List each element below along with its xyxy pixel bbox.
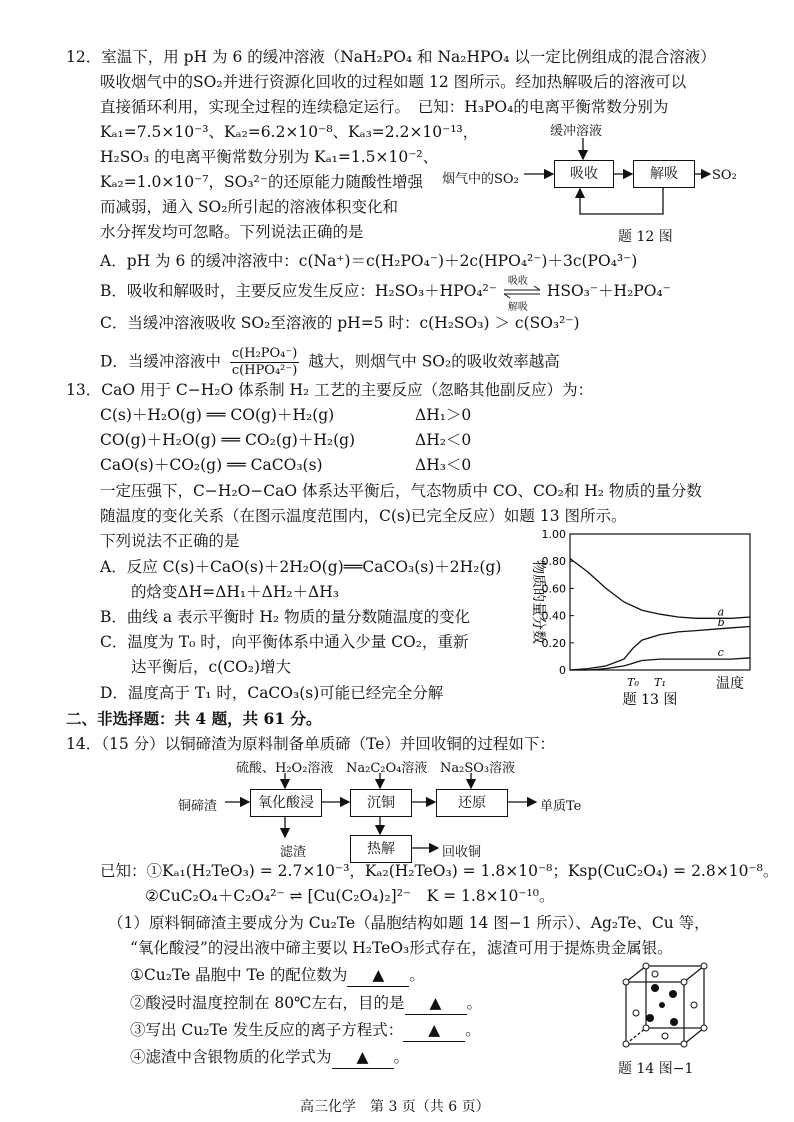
series-label-a: a [717, 605, 725, 619]
absorb-box: 吸收 [554, 160, 614, 188]
answer-blank-4[interactable]: ▲ [332, 1046, 394, 1069]
q14-sub-4: ④滤渣中含银物质的化学式为 ▲ 。 [130, 1046, 409, 1069]
q13-option-a: A．反应 C(s)＋CaO(s)＋2H₂O(g)══CaCO₃(s)＋2H₂(g) [100, 558, 502, 576]
reagent-2-label: Na₂C₂O₄溶液 [346, 761, 428, 776]
q14-sub-1: ①Cu₂Te 晶胞中 Te 的配位数为 ▲ 。 [130, 964, 425, 987]
y-tick-label: 0.40 [541, 609, 566, 623]
q14-arrows [170, 755, 610, 865]
q12-option-b [100, 276, 671, 313]
answer-blank-1[interactable]: ▲ [347, 964, 409, 987]
q12-caption: 题 12 图 [618, 229, 673, 245]
q14-sub-2-text: ②酸浸时温度控制在 80℃左右，目的是 [130, 994, 405, 1012]
q12-arrows [440, 118, 740, 248]
q14-part1-line-2: “氧化酸浸”的浸出液中碲主要以 H₂TeO₃形式存在，滤渣可用于提炼贵金属银。 [130, 939, 673, 957]
desorb-label: 解吸 [507, 302, 528, 313]
desorb-box: 解吸 [633, 160, 695, 188]
y-tick-label: 0.80 [541, 555, 566, 569]
reagent-1-label: 硫酸、H₂O₂溶液 [236, 761, 334, 776]
q12-line-1: 12．室温下，用 pH 为 6 的缓冲溶液（NaH₂PO₄ 和 Na₂HPO₄ 以一定比例组成的混合溶液） [66, 48, 716, 66]
q13-chart [512, 522, 762, 714]
series-label-b: b [717, 616, 725, 630]
cu2te-unit-cell-figure [612, 960, 722, 1060]
step-copper-precipitation: 沉铜 [350, 789, 412, 817]
q12-option-c: C．当缓冲溶液吸收 SO₂至溶液的 pH=5 时：c(H₂SO₃) ＞ c(SO₃²⁻) [100, 314, 580, 332]
answer-blank-2[interactable]: ▲ [405, 992, 467, 1015]
reagent-3-label: Na₂SO₃溶液 [440, 761, 516, 776]
y-tick-label: 0.60 [541, 582, 566, 596]
q12-line-5: H₂SO₃ 的电离平衡常数分别为 Kₐ₁=1.5×10⁻²、 [100, 148, 439, 166]
flue-gas-label: 烟气中的SO₂ [442, 172, 519, 187]
absorb-label: 吸收 [507, 276, 528, 287]
q13-reaction-2: CO(g)＋H₂O(g) ══ CO₂(g)＋H₂(g) [100, 431, 356, 449]
step-reduction: 还原 [436, 789, 508, 817]
q12-line-3: 直接循环利用，实现全过程的连续稳定运行。 已知：H₃PO₄的电离平衡常数分别为 [100, 98, 669, 116]
fraction-denominator: c(HPO₄²⁻) [231, 363, 298, 378]
q13-option-c: C．温度为 T₀ 时，向平衡体系中通入少量 CO₂，重新 [100, 633, 469, 651]
y-tick-label: 0 [559, 664, 566, 677]
q13-reaction-3: CaO(s)＋CO₂(g) ══ CaCO₃(s) [100, 456, 323, 474]
page-footer: 高三化学 第 3 页（共 6 页） [300, 1099, 490, 1115]
buffer-label: 缓冲溶液 [550, 124, 603, 139]
section-2-heading: 二、非选择题：共 4 题，共 61 分。 [66, 709, 322, 728]
q13-option-a-cont: 的焓变ΔH=ΔH₁＋ΔH₂＋ΔH₃ [100, 583, 339, 601]
chart-caption: 题 13 图 [622, 692, 678, 708]
q14-sub-3-text: ③写出 Cu₂Te 发生反应的离子方程式： [130, 1021, 404, 1039]
start-label: 铜碲渣 [178, 799, 218, 814]
x-axis-label: 温度 [716, 676, 744, 692]
q13-line-5: 一定压强下，C−H₂O−CaO 体系达平衡后，气态物质中 CO、CO₂和 H₂ 物质的量分数 [100, 482, 702, 500]
y-tick-label: 0.20 [541, 636, 566, 650]
q12-option-d-left: D．当缓冲溶液中 [100, 352, 221, 371]
q13-dh-3: ΔH₃＜0 [415, 456, 472, 474]
q14-known-2: ②CuC₂O₄＋C₂O₄²⁻ ⇌ [Cu(C₂O₄)₂]²⁻ K = 1.8×10⁻¹⁰。 [145, 887, 555, 905]
product-label: 单质Te [540, 799, 582, 814]
series-label-c: c [717, 646, 724, 660]
q14-part1-line-1: （1）原料铜碲渣主要成分为 Cu₂Te（晶胞结构如题 14 图−1 所示）、Ag₂Te、Cu 等， [108, 914, 710, 932]
q13-dh-2: ΔH₂＜0 [415, 431, 472, 449]
q13-dh-1: ΔH₁＞0 [415, 406, 472, 424]
q14-sub-3: ③写出 Cu₂Te 发生反应的离子方程式： ▲ 。 [130, 1019, 481, 1042]
atom-dots [646, 984, 678, 1026]
q12-line-6: Kₐ₂=1.0×10⁻⁷，SO₃²⁻的还原能力随酸性增强 [100, 173, 423, 191]
q12-line-8: 水分挥发均可忽略。下列说法正确的是 [100, 223, 364, 241]
q12-option-b-left: B．吸收和解吸时，主要反应发生反应：H₂SO₃＋HPO₄²⁻ [100, 282, 497, 300]
step-oxidative-leach: 氧化酸浸 [250, 789, 322, 817]
q13-option-d: D．温度高于 T₁ 时，CaCO₃(s)可能已经完全分解 [100, 684, 444, 702]
q12-line-2: 吸收烟气中的SO₂并进行资源化回收的过程如题 12 图所示。经加热解吸后的溶液可以 [100, 73, 687, 91]
q12-option-d-right: 越大，则烟气中 SO₂的吸收效率越高 [308, 352, 560, 371]
x-tick-label: T₁ [654, 676, 666, 689]
fraction-numerator: c(H₂PO₄⁻) [231, 346, 298, 361]
equilibrium-arrow [502, 276, 542, 313]
q12-option-d [100, 346, 560, 379]
q14-figure-caption: 题 14 图−1 [618, 1061, 694, 1077]
q13-reaction-1: C(s)＋H₂O(g) ══ CO(g)＋H₂(g) [100, 406, 335, 424]
q14-flowchart [170, 755, 610, 865]
ratio-fraction [230, 346, 299, 379]
q14-sub-4-text: ④滤渣中含银物质的化学式为 [130, 1048, 332, 1066]
recovered-copper-label: 回收铜 [442, 845, 482, 860]
q13-line-6: 随温度的变化关系（在图示温度范围内，C(s)已完全反应）如题 13 图所示。 [100, 507, 627, 525]
q14-sub-2: ②酸浸时温度控制在 80℃左右，目的是 ▲ 。 [130, 992, 482, 1015]
y-tick-label: 1.00 [541, 528, 566, 541]
residue-label: 滤渣 [280, 845, 307, 860]
q12-option-b-right: HSO₃⁻＋H₂PO₄⁻ [546, 282, 671, 300]
q12-line-7: 而减弱，通入 SO₂所引起的溶液体积变化和 [100, 198, 398, 216]
step-pyrolysis: 热解 [350, 835, 412, 863]
answer-blank-3[interactable]: ▲ [403, 1019, 465, 1042]
q13-option-b: B．曲线 a 表示平衡时 H₂ 物质的量分数随温度的变化 [100, 608, 471, 626]
q14-known-1: 已知：①Kₐ₁(H₂TeO₃) = 2.7×10⁻³，Kₐ₂(H₂TeO₃) = 1.8×10⁻⁸；Ksp(CuC₂O₄) = 2.8×10⁻⁸。 [100, 862, 779, 880]
q13-line-7: 下列说法不正确的是 [100, 532, 240, 550]
q12-figure [440, 118, 740, 248]
so2-output-label: SO₂ [712, 168, 737, 183]
series-line-c [570, 658, 750, 670]
q12-option-a: A．pH 为 6 的缓冲溶液中：c(Na⁺)＝c(H₂PO₄⁻)＋2c(HPO₄²⁻)＋3c(PO₄³⁻) [100, 252, 638, 270]
q14-sub-1-text: ①Cu₂Te 晶胞中 Te 的配位数为 [130, 966, 348, 984]
x-tick-label: T₀ [627, 676, 639, 689]
q14-intro: 14．（15 分）以铜碲渣为原料制备单质碲（Te）并回收铜的过程如下： [66, 735, 555, 753]
q12-line-4: Kₐ₁=7.5×10⁻³、Kₐ₂=6.2×10⁻⁸、Kₐ₃=2.2×10⁻¹³， [100, 123, 479, 141]
y-axis-label: 物质的量分数 [530, 560, 546, 644]
q13-option-c-cont: 达平衡后，c(CO₂)增大 [100, 658, 292, 676]
q13-line-1: 13．CaO 用于 C−H₂O 体系制 H₂ 工艺的主要反应（忽略其他副反应）为： [66, 381, 594, 399]
